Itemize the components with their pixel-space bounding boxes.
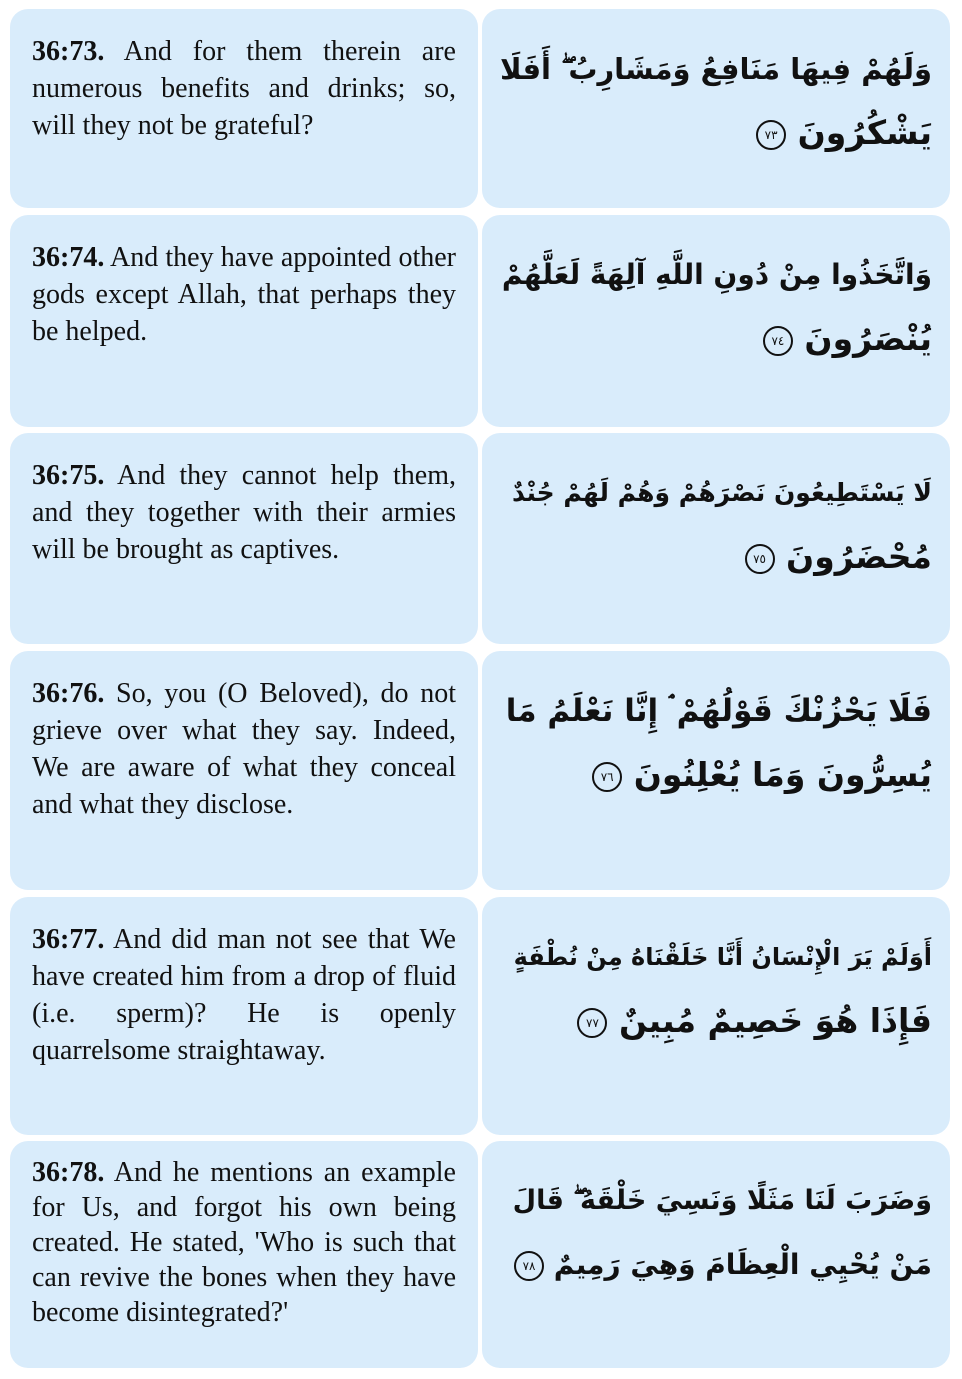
arabic-text: مَنْ يُحْيِي الْعِظَامَ وَهِيَ رَمِيمٌ xyxy=(553,1248,932,1281)
verse-row xyxy=(10,897,950,1135)
verse-translation xyxy=(32,921,456,1069)
verse-end-marker: ٧٨ xyxy=(514,1251,544,1281)
verse-row xyxy=(10,1141,950,1368)
arabic-line-2 xyxy=(500,307,932,371)
arabic-text: مُحْضَرُونَ xyxy=(786,537,932,576)
verse-reference: 36:77. xyxy=(32,924,105,955)
translation-text: And he mentions an example for Us, and forgot his own being created. He stated, 'Who is such that can revive the bones when they have become disintegrated?' xyxy=(32,1157,456,1328)
verse-end-marker: ٧٧ xyxy=(577,1008,607,1038)
verse-translation xyxy=(32,33,456,144)
translation-text: So, you (O Beloved), do not grieve over what they say. Indeed, We are aware of what they conceal and what they disclose. xyxy=(32,678,457,820)
arabic-card xyxy=(482,651,950,890)
verse-translation xyxy=(32,457,456,568)
verse-end-marker: ٧٤ xyxy=(763,326,793,356)
verse-row xyxy=(10,9,950,208)
arabic-line-1: وَضَرَبَ لَنَا مَثَلًا وَنَسِيَ خَلْقَهُ ۖ قَالَ xyxy=(512,1185,932,1216)
arabic-line-1: فَلَا يَحْزُنْكَ قَوْلُهُمْ ۘ إِنَّا نَعْلَمُ مَا xyxy=(505,693,932,729)
verse-end-marker: ٧٥ xyxy=(745,544,775,574)
verse-reference: 36:73. xyxy=(32,36,105,67)
arabic-line-1: وَلَهُمْ فِيهَا مَنَافِعُ وَمَشَارِبُ ۖ أَفَلَا xyxy=(500,52,932,86)
verse-end-marker: ٧٦ xyxy=(592,762,622,792)
translation-card xyxy=(10,433,478,644)
translation-card xyxy=(10,1141,478,1368)
translation-card xyxy=(10,651,478,890)
verse-row xyxy=(10,215,950,427)
arabic-line-1: أَوَلَمْ يَرَ الْإِنْسَانُ أَنَّا خَلَقْنَاهُ مِنْ نُطْفَةٍ xyxy=(513,943,932,971)
arabic-line-1: وَاتَّخَذُوا مِنْ دُونِ اللَّهِ آلِهَةً لَعَلَّهُمْ xyxy=(501,258,932,291)
arabic-card xyxy=(482,433,950,644)
arabic-line-2 xyxy=(500,101,932,165)
verse-row xyxy=(10,433,950,644)
arabic-card xyxy=(482,9,950,208)
verse-end-marker: ٧٣ xyxy=(756,120,786,150)
translation-card xyxy=(10,9,478,208)
verse-row xyxy=(10,651,950,890)
arabic-text: يُنْصَرُونَ xyxy=(804,319,932,358)
arabic-text: يُسِرُّونَ وَمَا يُعْلِنُونَ xyxy=(633,755,932,794)
verse-reference: 36:78. xyxy=(32,1157,105,1188)
arabic-line-2 xyxy=(500,1233,932,1297)
verse-reference: 36:74. xyxy=(32,242,105,273)
arabic-card xyxy=(482,1141,950,1368)
verse-translation xyxy=(32,675,456,823)
verse-reference: 36:75. xyxy=(32,460,105,491)
verse-translation xyxy=(32,1155,456,1330)
arabic-text: فَإِذَا هُوَ خَصِيمٌ مُبِينٌ xyxy=(618,1001,932,1040)
translation-card xyxy=(10,897,478,1135)
arabic-card xyxy=(482,897,950,1135)
verse-reference: 36:76. xyxy=(32,678,105,709)
arabic-text: يَشْكُرُونَ xyxy=(797,113,932,152)
arabic-line-1: لَا يَسْتَطِيعُونَ نَصْرَهُمْ وَهُمْ لَهُمْ جُنْدٌ xyxy=(512,478,932,507)
verse-translation xyxy=(32,239,456,350)
translation-text: And for them therein are numerous benefits and drinks; so, will they not be grateful? xyxy=(32,36,456,141)
translation-text: And they have appointed other gods except Allah, that perhaps they be helped. xyxy=(32,242,456,347)
arabic-line-2 xyxy=(500,743,932,807)
translation-text: And they cannot help them, and they together with their armies will be brought as captives. xyxy=(32,460,456,565)
translation-card xyxy=(10,215,478,427)
arabic-card xyxy=(482,215,950,427)
arabic-line-2 xyxy=(500,525,932,589)
arabic-line-2 xyxy=(500,989,932,1053)
translation-text: And did man not see that We have created him from a drop of fluid (i.e. sperm)? He is openly quarrelsome straightaway. xyxy=(32,924,456,1066)
